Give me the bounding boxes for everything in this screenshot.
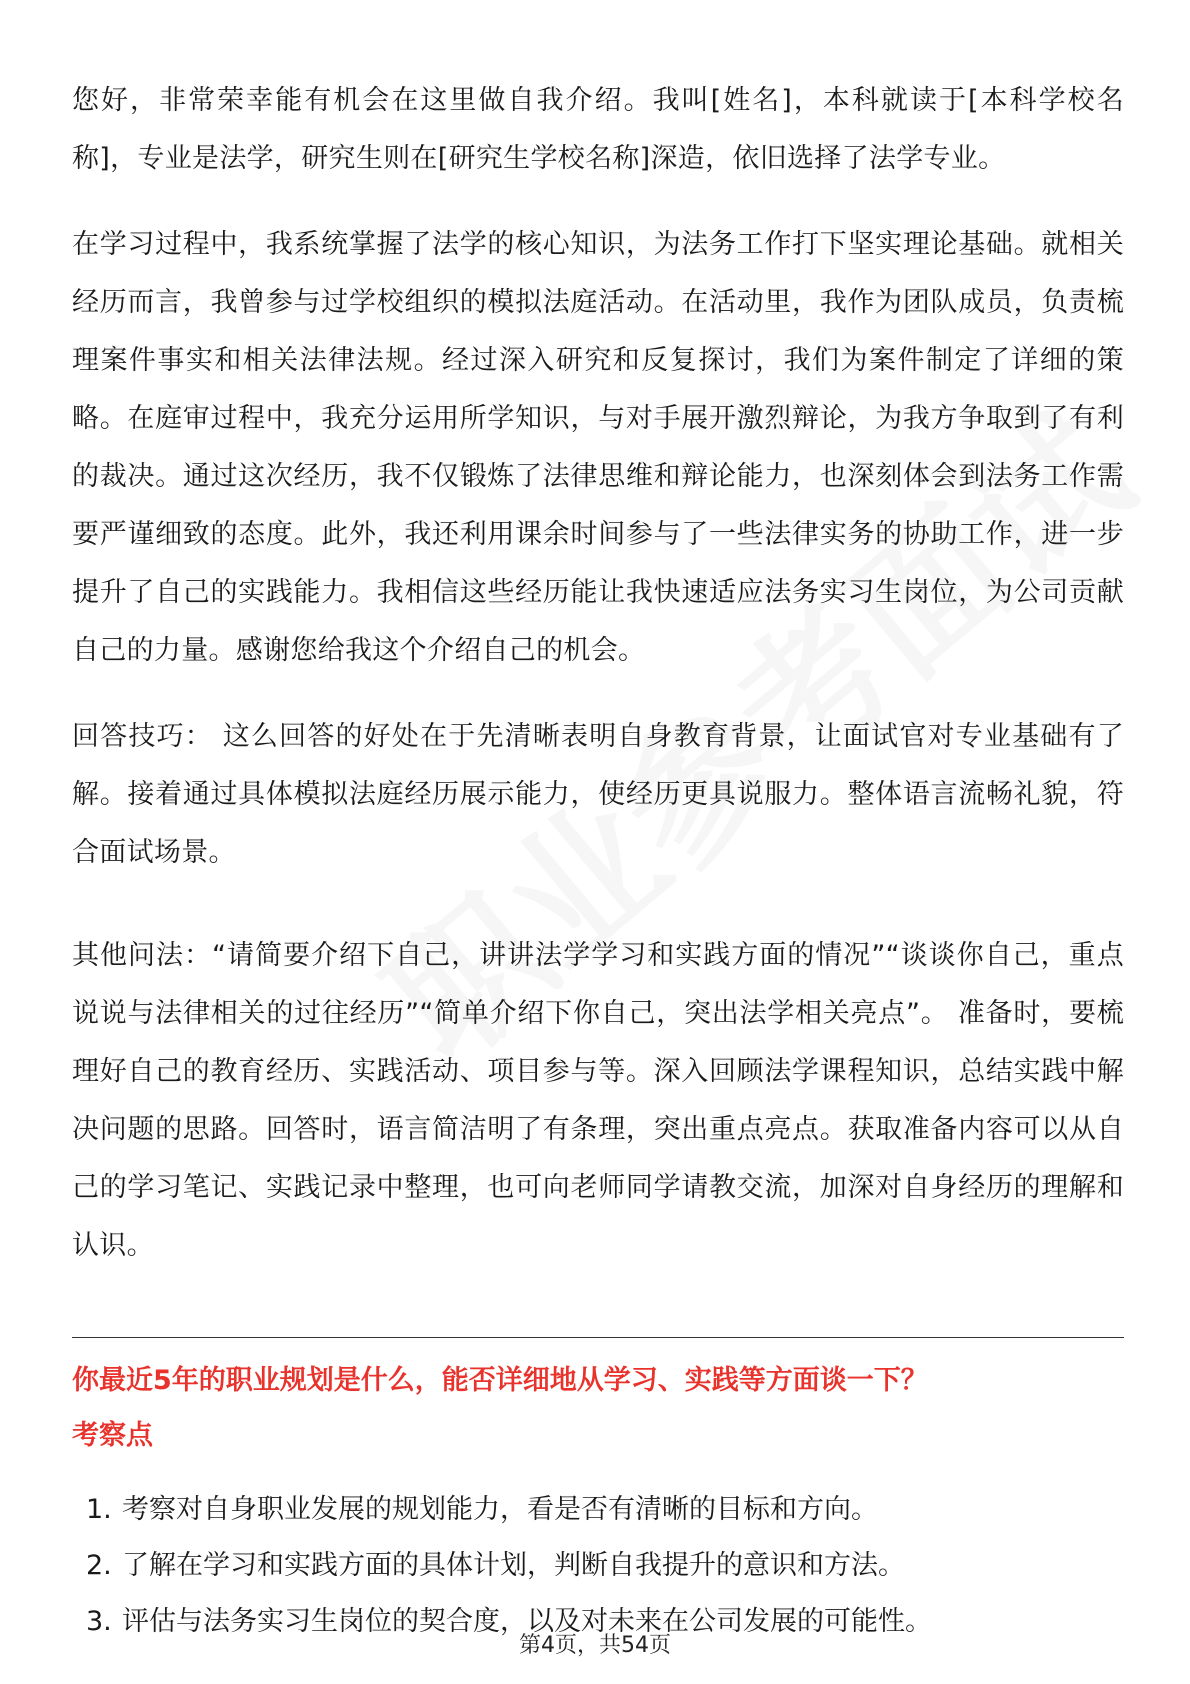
question-title: 你最近5年的职业规划是什么，能否详细地从学习、实践等方面谈一下？ [72,1365,928,1396]
assessment-points-list [72,1482,1124,1650]
list-item [72,1482,1124,1538]
assessment-label: 考察点 [72,1420,153,1451]
other-questions-paragraph: 其他问法：“请简要介绍下自己，讲讲法学学习和实践方面的情况”“谈谈你自己，重点说说与法律相关的过往经历”“简单介绍下你自己，突出法学相关亮点”。 准备时，要梳理好自己的教育经历、实践活动、项目参与等。深入回顾法学课程知识，总结实践中解决问题的思路。回答时，语言简洁明了有条理，突出重点亮点。获取准备内容可以从自己的学习笔记、实践记录中整理，也可向老师同学请教交流，加深对自身经历的理解和认识。 [72,940,1124,1261]
list-item-number: 2. [86,1550,112,1581]
intro-paragraph-2: 在学习过程中，我系统掌握了法学的核心知识，为法务工作打下坚实理论基础。就相关经历而言，我曾参与过学校组织的模拟法庭活动。在活动里，我作为团队成员，负责梳理案件事实和相关法律法规。经过深入研究和反复探讨，我们为案件制定了详细的策略。在庭审过程中，我充分运用所学知识，与对手展开激烈辩论，为我方争取到了有利的裁决。通过这次经历，我不仅锻炼了法律思维和辩论能力，也深刻体会到法务工作需要严谨细致的态度。此外，我还利用课余时间参与了一些法律实务的协助工作，进一步提升了自己的实践能力。我相信这些经历能让我快速适应法务实习生岗位，为公司贡献自己的力量。感谢您给我这个介绍自己的机会。 [72,229,1124,666]
page-number: 第4页，共54页 [519,1633,671,1658]
list-item-text: 考察对自身职业发展的规划能力，看是否有清晰的目标和方向。 [122,1494,878,1525]
intro-paragraph-1: 您好，非常荣幸能有机会在这里做自我介绍。我叫[姓名]，本科就读于[本科学校名称]，专业是法学，研究生则在[研究生学校名称]深造，依旧选择了法学专业。 [72,85,1124,174]
list-item-number: 3. [86,1606,112,1637]
section-divider [72,1337,1124,1338]
answer-tips-paragraph: 回答技巧： 这么回答的好处在于先清晰表明自身教育背景，让面试官对专业基础有了解。接着通过具体模拟法庭经历展示能力，使经历更具说服力。整体语言流畅礼貌，符合面试场景。 [72,721,1124,868]
list-item-text: 评估与法务实习生岗位的契合度，以及对未来在公司发展的可能性。 [122,1606,932,1637]
list-item-text: 了解在学习和实践方面的具体计划，判断自我提升的意识和方法。 [122,1550,905,1581]
list-item-number: 1. [86,1494,112,1525]
document-page [72,72,1124,1650]
list-item [72,1538,1124,1594]
